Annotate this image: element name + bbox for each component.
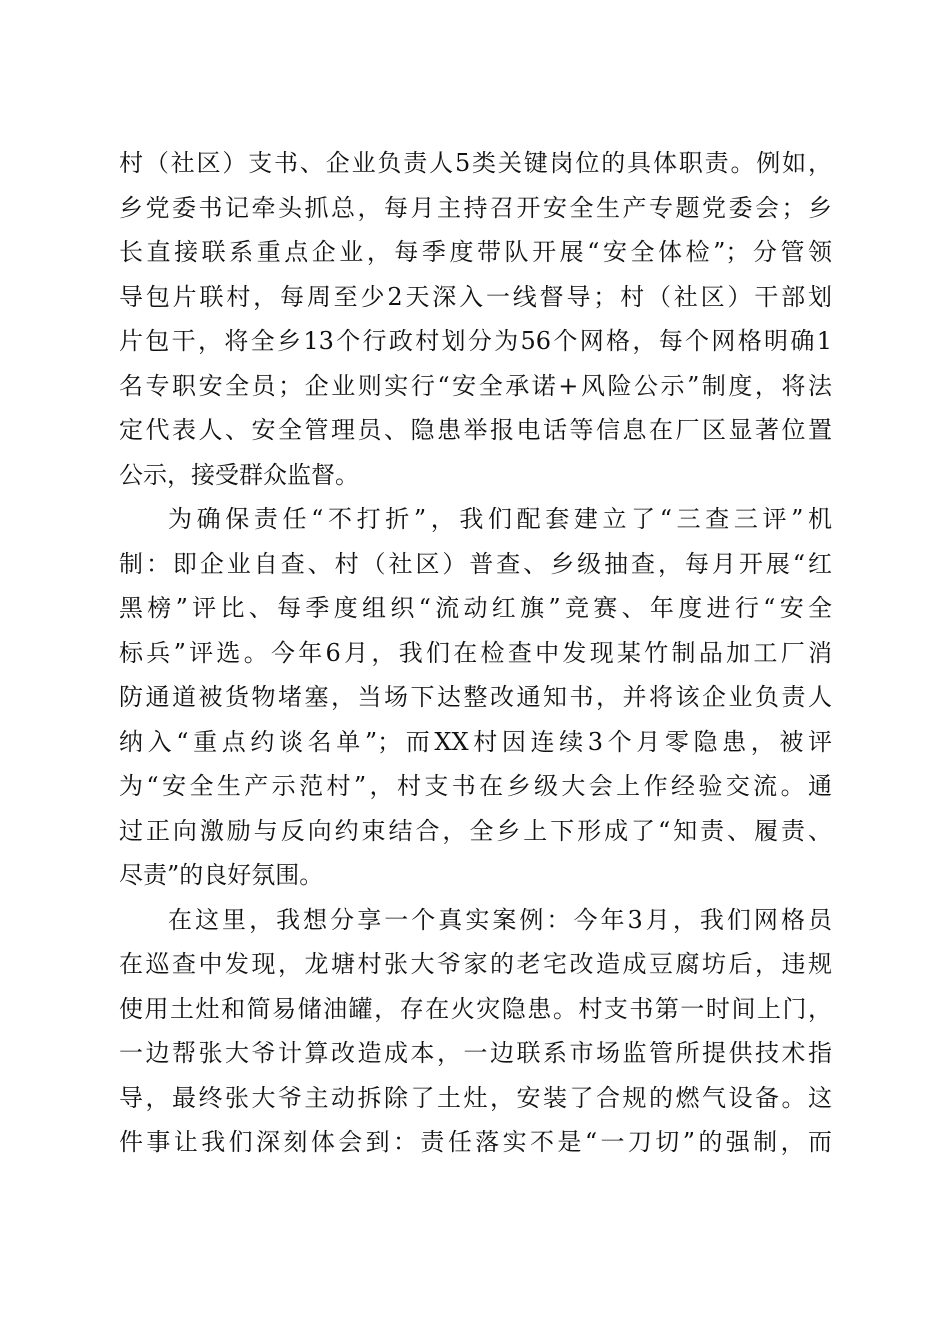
- text-line: 制：即企业自查、村（社区）普查、乡级抽查，每月开展“红: [119, 549, 832, 578]
- text-line: 纳入“重点约谈名单”；而XX村因连续3个月零隐患，被评: [119, 727, 832, 756]
- text-line: 一边帮张大爷计算改造成本，一边联系市场监管所提供技术指: [119, 1039, 832, 1067]
- text-line: 公示，接受群众监督。: [119, 460, 359, 489]
- text-line: 导，最终张大爷主动拆除了土灶，安装了合规的燃气设备。这: [119, 1083, 832, 1112]
- text-line: 使用土灶和简易储油罐，存在火灾隐患。村支书第一时间上门，: [119, 994, 832, 1023]
- paragraph-1: [119, 141, 832, 497]
- paragraph-3: [119, 898, 832, 1165]
- document-body: [119, 141, 832, 1165]
- text-line: 黑榜”评比、每季度组织“流动红旗”竞赛、年度进行“安全: [119, 594, 832, 622]
- text-line: 标兵”评选。今年6月，我们在检查中发现某竹制品加工厂消: [119, 638, 832, 667]
- text-line: 防通道被货物堵塞，当场下达整改通知书，并将该企业负责人: [119, 683, 832, 711]
- text-line: 长直接联系重点企业，每季度带队开展“安全体检”；分管领: [119, 238, 832, 266]
- text-line: 乡党委书记牵头抓总，每月主持召开安全生产专题党委会；乡: [119, 193, 832, 222]
- text-line: 尽责”的良好氛围。: [119, 861, 324, 889]
- text-line: 件事让我们深刻体会到：责任落实不是“一刀切”的强制，而: [119, 1128, 832, 1156]
- text-line: 名专职安全员；企业则实行“安全承诺+风险公示”制度，将法: [119, 371, 832, 400]
- text-line: 定代表人、安全管理员、隐患举报电话等信息在厂区显著位置: [119, 416, 832, 444]
- text-line: 在巡查中发现，龙塘村张大爷家的老宅改造成豆腐坊后，违规: [119, 950, 832, 978]
- text-line: 为“安全生产示范村”，村支书在乡级大会上作经验交流。通: [119, 772, 832, 800]
- text-line: 片包干，将全乡13个行政村划分为56个网格，每个网格明确1: [119, 327, 832, 355]
- text-line: 村（社区）支书、企业负责人5类关键岗位的具体职责。例如，: [119, 149, 832, 177]
- text-line: 在这里，我想分享一个真实案例：今年3月，我们网格员: [168, 905, 832, 934]
- text-line: 导包片联村，每周至少2天深入一线督导；村（社区）干部划: [119, 282, 832, 311]
- text-line: 为确保责任“不打折”，我们配套建立了“三查三评”机: [168, 505, 832, 533]
- text-line: 过正向激励与反向约束结合，全乡上下形成了“知责、履责、: [119, 816, 832, 845]
- paragraph-2: [119, 497, 832, 898]
